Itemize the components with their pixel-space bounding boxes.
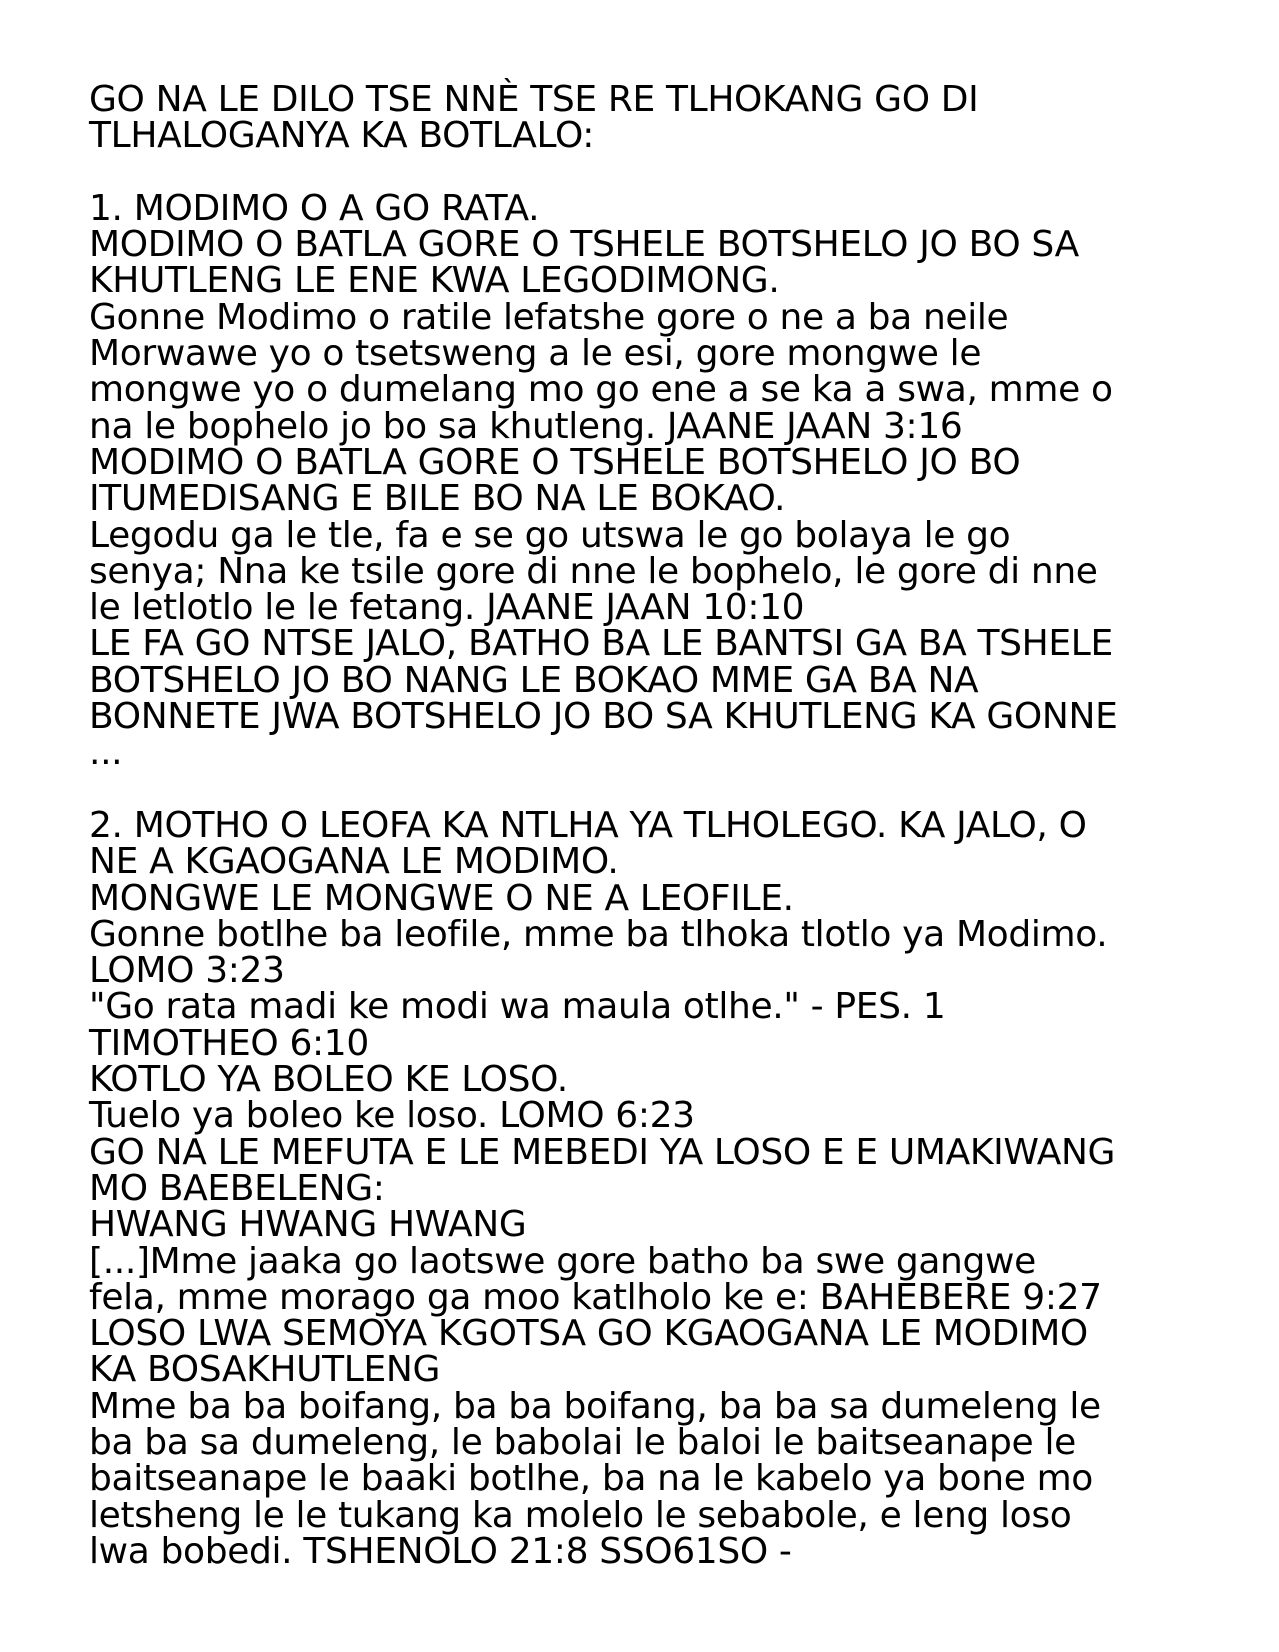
- text-line: KHUTLENG LE ENE KWA LEGODIMONG.: [89, 260, 780, 302]
- text-line: LOSO LWA SEMOYA KGOTSA GO KGAOGANA LE MODIMO: [89, 1313, 1088, 1355]
- text-line: fela, mme morago ga moo katlholo ke e: BAHEBERE 9:27: [89, 1276, 1102, 1318]
- text-line: MO BAEBELENG:: [89, 1167, 385, 1209]
- text-line: ba ba sa dumeleng, le babolai le baloi le baitseanape le: [89, 1421, 1076, 1463]
- text-line: GO NA LE MEFUTA E LE MEBEDI YA LOSO E E UMAKIWANG: [89, 1131, 1116, 1173]
- text-line: [...]Mme jaaka go laotswe gore batho ba swe gangwe: [89, 1240, 1036, 1282]
- spacer: [89, 772, 1209, 808]
- text-line: mongwe yo o dumelang mo go ene a se ka a swa, mme o: [89, 369, 1113, 411]
- text-line: KA BOSAKHUTLENG: [89, 1349, 440, 1391]
- text-line: Morwawe yo o tsetsweng a le esi, gore mongwe le: [89, 333, 982, 375]
- text-line: MONGWE LE MONGWE O NE A LEOFILE.: [89, 877, 794, 919]
- text-line: HWANG HWANG HWANG: [89, 1204, 527, 1246]
- text-line: ITUMEDISANG E BILE BO NA LE BOKAO.: [89, 478, 786, 520]
- text-line: lwa bobedi. TSHENOLO 21:8 SSO61SO -: [89, 1530, 792, 1572]
- text-line: LOMO 3:23: [89, 950, 285, 992]
- text-line: "Go rata madi ke modi wa maula otlhe." - PES. 1: [89, 986, 946, 1028]
- ellipsis-line: ...: [89, 732, 123, 774]
- text-line: TIMOTHEO 6:10: [89, 1022, 369, 1064]
- text-line: LE FA GO NTSE JALO, BATHO BA LE BANTSI GA BA TSHELE: [89, 623, 1113, 665]
- section-2-title: 2. MOTHO O LEOFA KA NTLHA YA TLHOLEGO. KA JALO, O: [89, 804, 1087, 846]
- heading-line-2: TLHALOGANYA KA BOTLALO:: [89, 115, 595, 157]
- text-line: letsheng le le tukang ka molelo le sebabole, e leng loso: [89, 1494, 1072, 1536]
- heading-line-1: GO NA LE DILO TSE NNÈ TSE RE TLHOKANG GO DI: [89, 79, 979, 120]
- document-body: [89, 79, 1209, 1572]
- text-line: le letlotlo le le fetang. JAANE JAAN 10:10: [89, 587, 805, 629]
- text-line: Gonne botlhe ba leofile, mme ba tlhoka tlotlo ya Modimo.: [89, 913, 1108, 955]
- text-line: NE A KGAOGANA LE MODIMO.: [89, 841, 619, 883]
- text-line: baitseanape le baaki botlhe, ba na le kabelo ya bone mo: [89, 1458, 1093, 1500]
- text-line: MODIMO O BATLA GORE O TSHELE BOTSHELO JO BO SA: [89, 224, 1079, 266]
- text-line: KOTLO YA BOLEO KE LOSO.: [89, 1059, 568, 1101]
- text-line: Legodu ga le tle, fa e se go utswa le go bolaya le go: [89, 514, 1011, 556]
- spacer: [89, 155, 1209, 191]
- text-line: senya; Nna ke tsile gore di nne le bophelo, le gore di nne: [89, 550, 1098, 592]
- text-line: Tuelo ya boleo ke loso. LOMO 6:23: [89, 1095, 695, 1137]
- text-line: BOTSHELO JO BO NANG LE BOKAO MME GA BA NA: [89, 659, 979, 701]
- section-1-title: 1. MODIMO O A GO RATA.: [89, 187, 540, 229]
- text-line: Gonne Modimo o ratile lefatshe gore o ne a ba neile: [89, 296, 1009, 338]
- text-line: Mme ba ba boifang, ba ba boifang, ba ba sa dumeleng le: [89, 1385, 1101, 1427]
- text-line: BONNETE JWA BOTSHELO JO BO SA KHUTLENG KA GONNE: [89, 696, 1118, 738]
- text-line: na le bophelo jo bo sa khutleng. JAANE JAAN 3:16: [89, 405, 963, 447]
- text-line: MODIMO O BATLA GORE O TSHELE BOTSHELO JO BO: [89, 441, 1021, 483]
